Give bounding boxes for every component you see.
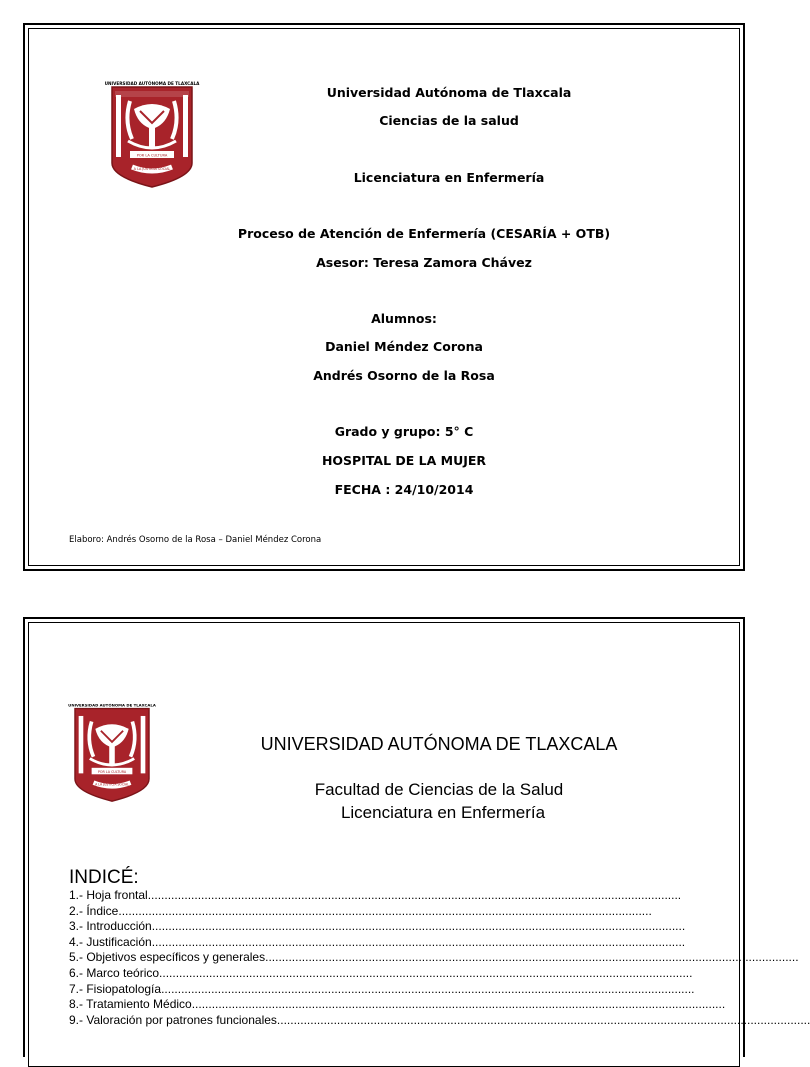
cover-student-2: Andrés Osorno de la Rosa: [313, 368, 495, 383]
cover-degree: Licenciatura en Enfermería: [353, 170, 545, 185]
index-item: 9.- Valoración por patrones funcionales................................................................................................................................................................: [69, 1012, 810, 1027]
cover-hospital: HOSPITAL DE LA MUJER: [321, 453, 487, 468]
index-item: 4.- Justificación................................................................................................................................................................: [69, 934, 686, 949]
cover-date: FECHA : 24/10/2014: [334, 482, 474, 497]
seal-motto-1: POR LA CULTURA: [136, 153, 168, 158]
cover-project-title: Proceso de Atención de Enfermería (CESARÍA + OTB): [237, 226, 611, 241]
seal-motto-1: POR LA CULTURA: [97, 769, 127, 774]
cover-students-label: Alumnos:: [371, 311, 437, 326]
index-item: 7.- Fisiopatología................................................................................................................................................................: [69, 981, 695, 996]
cover-student-1: Daniel Méndez Corona: [325, 339, 483, 354]
cover-faculty: Ciencias de la salud: [379, 113, 519, 128]
index-faculty: Facultad de Ciencias de la Salud: [314, 780, 564, 799]
index-item: 5.- Objetivos específicos y generales................................................................................................................................................................: [69, 950, 799, 965]
index-item: 6.- Marco teórico................................................................................................................................................................: [69, 965, 693, 980]
university-seal-icon: [70, 703, 154, 803]
seal-motto-2: A LA JUSTICIA SOCIAL: [95, 782, 129, 787]
cover-advisor: Asesor: Teresa Zamora Chávez: [316, 255, 532, 270]
cover-page: [23, 23, 745, 571]
index-item: 8.- Tratamiento Médico................................................................................................................................................................: [69, 997, 726, 1012]
index-degree: Licenciatura en Enfermería: [340, 803, 546, 822]
cover-university: Universidad Autónoma de Tlaxcala: [326, 85, 572, 100]
index-university: UNIVERSIDAD AUTÓNOMA DE TLAXCALA: [260, 734, 618, 754]
index-list: [69, 888, 810, 1028]
seal-top-text: UNIVERSIDAD AUTÓNOMA DE TLAXCALA: [68, 702, 156, 708]
index-item: 3.- Introducción................................................................................................................................................................: [69, 919, 686, 934]
index-page: [23, 617, 810, 1057]
index-item: 2.- Índice................................................................................................................................................................: [69, 903, 652, 918]
cover-grade: Grado y grupo: 5° C: [334, 424, 474, 439]
index-title: INDICÉ:: [69, 867, 139, 888]
seal-top-text: UNIVERSIDAD AUTÓNOMA DE TLAXCALA: [104, 81, 200, 86]
seal-motto-2: A LA JUSTICIA SOCIAL: [133, 167, 171, 171]
cover-footer: Elaboro: Andrés Osorno de la Rosa – Daniel Méndez Corona: [69, 535, 322, 545]
index-item: 1.- Hoja frontal................................................................................................................................................................: [69, 888, 682, 902]
